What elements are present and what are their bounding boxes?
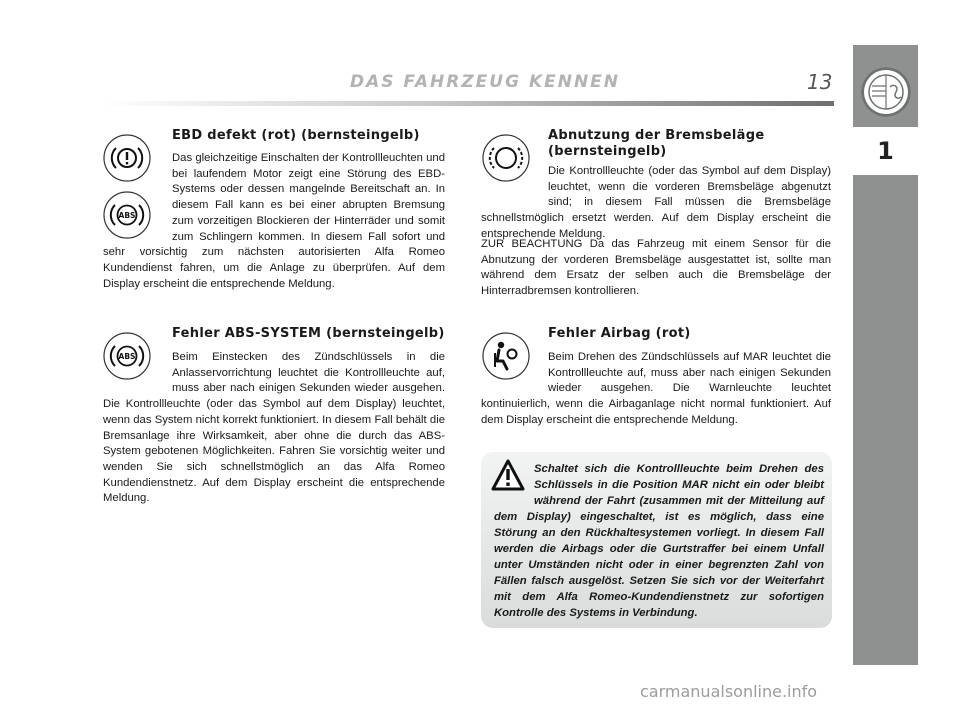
section-text-brake-pads: Die Kontrollleuchte (oder das Symbol auf dem Display) leuchtet, wenn die vorderen Bremsbeläge abgenutzt sind; in diesem Fall müssen die Bremsbeläge schnellstmöglich ersetzt werden. Auf dem Display erscheint die entsprechende Meldung.	[481, 165, 831, 240]
watermark: carmanualsonline.info	[640, 682, 818, 701]
section-title-airbag: Fehler Airbag (rot)	[548, 326, 691, 341]
header-rule	[102, 101, 834, 106]
page-number: 13	[807, 70, 833, 94]
section-text-airbag: Beim Drehen des Zündschlüssels auf MAR leuchtet die Kontrollleuchte auf, muss aber nach einigen Sekunden wieder ausgehen. Die Warnleuchte leuchtet kontinuierlich, wenn die Airbaganlage nicht normal funktioniert. Auf dem Display erscheint die entsprechende Meldung.	[481, 351, 831, 426]
section-text-abs: Beim Einstecken des Zündschlüssels in die Anlasservorrichtung leuchtet die Kontrollleuchte auf, muss aber nach einigen Sekunden wieder ausgehen. Die Kontrollleuchte (oder das Symbol auf dem Display) leuchtet, wenn das System nicht korrekt funktioniert. In diesem Fall behält die Bremsanlage ihre Wirksamkeit, aber ohne die durch das ABS-System gebotenen Möglichkeiten. Fahren Sie vorsichtig weiter und wenden Sie sich schnellstmöglich an das Alfa Romeo Kundendienstnetz. Auf dem Display erscheint die entsprechende Meldung.	[103, 351, 445, 505]
warning-text: Schaltet sich die Kontrollleuchte beim Drehen des Schlüssels in die Position MAR nicht ein oder bleibt während der Fahrt (zusammen mit der Mitteilung auf dem Display) eingeschaltet, ist es möglich, dass eine Störung an den Rückhaltesystemen vorliegt. In diesem Fall werden die Airbags oder die Gurtstraffer bei einem Unfall unter Umständen nicht oder in einer begrenzten Zahl von Fällen falsch ausgelöst. Setzen Sie sich vor der Weiterfahrt mit dem Alfa Romeo-Kundendienstnetz zur sofortigen Kontrolle des Systems in Verbindung.	[494, 463, 824, 619]
section-text-ebd: Das gleichzeitige Einschalten der Kontrollleuchten und bei laufendem Motor zeigt eine Störung des EBD-Systems oder dessen mangelnde Bereitschaft an. In diesem Fall kann es bei einer abrupten Bremsung zum vorzeitigen Blockieren der Hinterräder und somit zum Schlingern kommen. In diesem Fall sofort und sehr vorsichtig zum nächsten autorisierten Alfa Romeo Kundendienst fahren, um die Anlage zu überprüfen. Auf dem Display erscheint die entsprechende Meldung.	[103, 152, 445, 290]
section-note-brake-pads: ZUR BEACHTUNG Da das Fahrzeug mit einem Sensor für die Abnutzung der vorderen Bremsbeläge ausgestattet ist, sollte man während dem Ersatz der selben auch die Bremsbeläge der Hinterradbremsen kontrollieren.	[481, 238, 831, 298]
section-title-brake-pads: Abnutzung der Bremsbeläge (bernsteingelb)	[548, 128, 765, 159]
brand-logo-icon	[861, 67, 911, 117]
page-header-title: DAS FAHRZEUG KENNEN	[350, 72, 621, 92]
section-title-ebd: EBD defekt (rot) (bernsteingelb)	[172, 128, 420, 143]
section-title-abs: Fehler ABS-SYSTEM (bernsteingelb)	[172, 326, 445, 341]
svg-text:ABS: ABS	[118, 211, 136, 220]
chapter-number: 1	[853, 125, 918, 177]
svg-text:ABS: ABS	[118, 352, 136, 361]
